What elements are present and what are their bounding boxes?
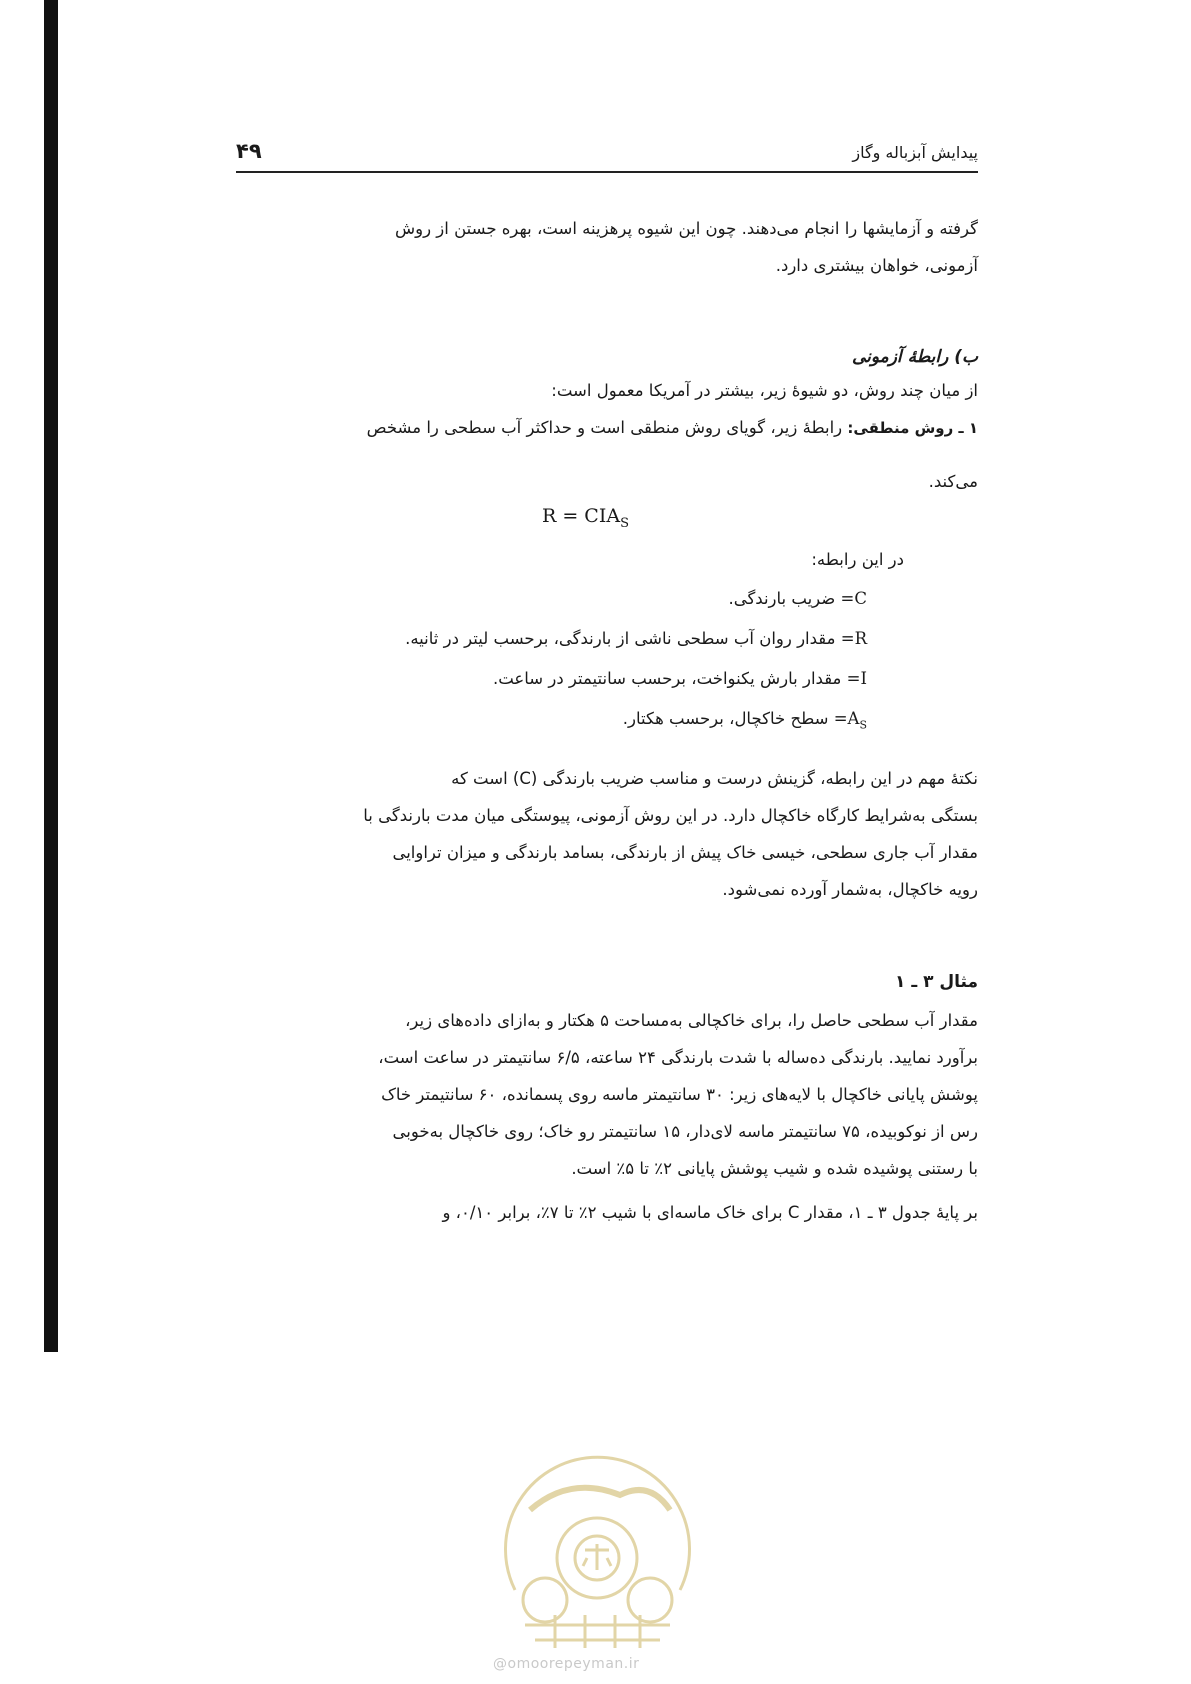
symbol-r: R bbox=[854, 629, 867, 648]
section-b-line-1: از میان چند روش، دو شیوهٔ زیر، بیشتر در آمریکا معمول است: bbox=[551, 381, 978, 400]
formula-subscript: S bbox=[620, 515, 629, 531]
symbol-a bbox=[847, 709, 867, 732]
section-b-item-1-cont: می‌کند. bbox=[928, 472, 978, 491]
formula-main: R = CIA bbox=[542, 505, 621, 527]
intro-line-2: آزمونی، خواهان بیشتری دارد. bbox=[775, 256, 978, 275]
definition-r-text: = مقدار روان آب سطحی ناشی از بارندگی، برحسب لیتر در ثانیه. bbox=[405, 629, 855, 648]
note-line-4: رویه خاکچال، به‌شمار آورده نمی‌شود. bbox=[722, 880, 978, 899]
watermark-url: @omoorepeyman.ir bbox=[493, 1656, 640, 1672]
definitions-intro: در این رابطه: bbox=[811, 550, 904, 569]
note-line-1: نکتهٔ مهم در این رابطه، گزینش درست و مناسب ضریب بارندگی (C) است که bbox=[451, 769, 978, 788]
symbol-c: C bbox=[854, 589, 867, 608]
example-line-5: با رستنی پوشیده شده و شیب پوشش پایانی ۲٪ تا ۵٪ است. bbox=[571, 1159, 978, 1178]
header-rule bbox=[236, 171, 978, 173]
item-text: رابطهٔ زیر، گویای روش منطقی است و حداکثر آب سطحی را مشخص bbox=[366, 418, 848, 437]
watermark-logo bbox=[475, 1440, 720, 1650]
definition-i bbox=[493, 664, 867, 694]
example-line-2: برآورد نمایید. بارندگی ده‌ساله با شدت بارندگی ۲۴ ساعته، ۶/۵ سانتیمتر در ساعت است، bbox=[378, 1048, 978, 1067]
definition-a-text: = سطح خاکچال، برحسب هکتار. bbox=[622, 709, 848, 728]
symbol-a-subscript: S bbox=[859, 718, 867, 732]
item-label: ۱ ـ روش منطقی: bbox=[847, 419, 978, 437]
definition-r bbox=[405, 624, 867, 654]
example-line-3: پوشش پایانی خاکچال با لایه‌های زیر: ۳۰ سانتیمتر ماسه روی پسمانده، ۶۰ سانتیمتر خاک bbox=[381, 1085, 978, 1104]
definition-c bbox=[728, 584, 867, 614]
scan-edge-bar bbox=[44, 0, 58, 1352]
page-number: ۴۹ bbox=[236, 139, 262, 163]
definition-c-text: = ضریب بارندگی. bbox=[728, 589, 855, 608]
note-line-2: بستگی به‌شرایط کارگاه خاکچال دارد. در این روش آزمونی، پیوستگی میان مدت بارندگی با bbox=[363, 806, 978, 825]
intro-line-1: گرفته و آزمایشها را انجام می‌دهند. چون این شیوه پرهزینه است، بهره جستن از روش bbox=[394, 219, 978, 238]
page-header bbox=[236, 136, 978, 172]
example-line-1: مقدار آب سطحی حاصل را، برای خاکچالی به‌مساحت ۵ هکتار و به‌ازای داده‌های زیر، bbox=[405, 1011, 978, 1030]
example-line-4: رس از نوکوبیده، ۷۵ سانتیمتر ماسه لای‌دار، ۱۵ سانتیمتر رو خاک؛ روی خاکچال به‌خوبی bbox=[392, 1122, 978, 1141]
formula bbox=[542, 502, 629, 538]
running-title: پیدایش آبزباله وگاز bbox=[852, 143, 978, 162]
example-line-6: بر پایهٔ جدول ۳ ـ ۱، مقدار C برای خاک ماسه‌ای با شیب ۲٪ تا ۷٪، برابر ۰/۱۰، و bbox=[442, 1203, 978, 1222]
symbol-i: I bbox=[860, 669, 867, 688]
symbol-a-letter: A bbox=[847, 709, 860, 728]
section-b-item-1 bbox=[236, 409, 978, 447]
example-heading: مثال ۳ ـ ۱ bbox=[895, 972, 978, 992]
note-line-3: مقدار آب جاری سطحی، خیسی خاک پیش از بارندگی، بسامد بارندگی و میزان تراوایی bbox=[392, 843, 978, 862]
section-heading-b: ب) رابطهٔ آزمونی bbox=[851, 347, 978, 367]
definition-a bbox=[623, 704, 867, 740]
definition-i-text: = مقدار بارش یکنواخت، برحسب سانتیمتر در ساعت. bbox=[492, 669, 861, 688]
